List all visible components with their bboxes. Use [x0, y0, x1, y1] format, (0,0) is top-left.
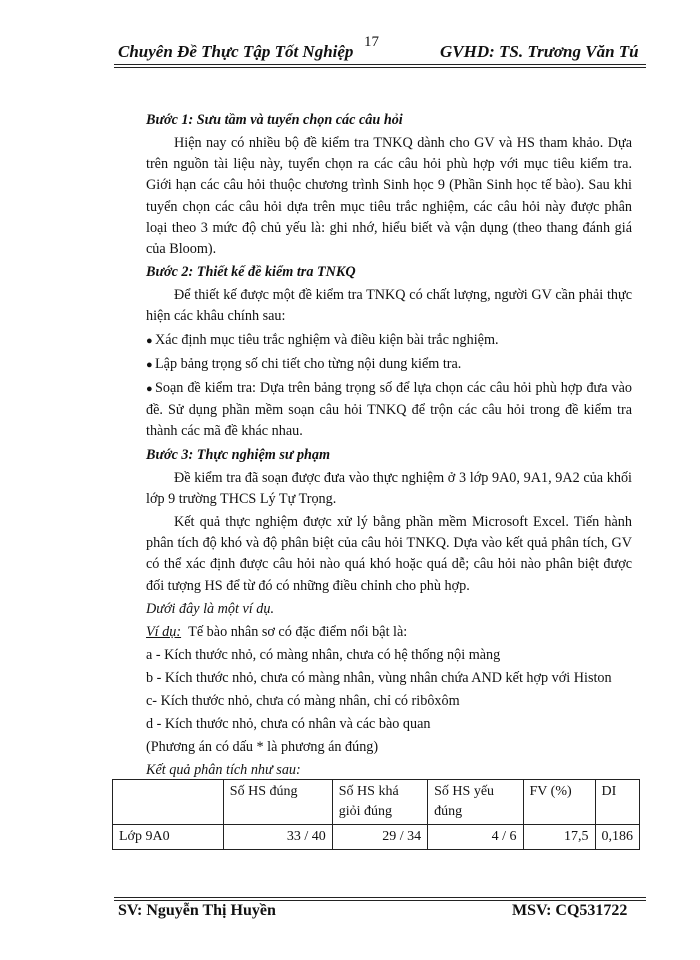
table-cell: 29 / 34: [332, 825, 427, 850]
table-header-cell: [113, 780, 224, 825]
results-table: [112, 779, 640, 850]
step3-heading: Bước 3: Thực nghiệm sư phạm: [146, 446, 331, 463]
answer-option: a - Kích thước nhỏ, có màng nhân, chưa có hệ thống nội màng: [146, 646, 501, 663]
footer-rule: [114, 897, 646, 901]
table-header-cell: Số HS khá giỏi đúng: [332, 780, 427, 825]
step1-heading: Bước 1: Sưu tầm và tuyển chọn các câu hỏi: [146, 112, 403, 128]
answer-option: b - Kích thước nhỏ, chưa có màng nhân, vùng nhân chứa AND kết hợp với Histon: [146, 669, 612, 686]
step3-paragraph-2: Kết quả thực nghiệm được xử lý bằng phần mềm Microsoft Excel. Tiến hành phân tích độ khó và độ phân biệt của câu hỏi TNKQ. Dựa vào kết quả phân tích, GV có thể xác định được câu hỏi nào quá khó hoặc quá dễ; câu hỏi nào phân biệt được đối tượng HS để từ đó có những điều chỉnh cho phù hợp.: [146, 514, 632, 594]
bullet-dot-icon: ●: [146, 358, 153, 371]
example-intro: Dưới đây là một ví dụ.: [146, 600, 275, 617]
answer-option: d - Kích thước nhỏ, chưa có nhân và các bào quan: [146, 715, 431, 732]
footer-student: SV: Nguyễn Thị Huyền: [118, 902, 276, 919]
table-cell: 17,5: [523, 825, 595, 850]
table-header-row: [113, 780, 640, 825]
header-rule: [114, 64, 646, 68]
answer-option: c- Kích thước nhỏ, chưa có màng nhân, chỉ có ribôxôm: [146, 692, 460, 709]
table-cell: 0,186: [595, 825, 640, 850]
bullet-item: ● Xác định mục tiêu trắc nghiệm và điều kiện bài trắc nghiệm.: [146, 330, 632, 352]
table-row: [113, 825, 640, 850]
document-body: [146, 110, 632, 783]
step2-heading: Bước 2: Thiết kế đề kiểm tra TNKQ: [146, 264, 356, 281]
bullet-dot-icon: ●: [146, 334, 153, 347]
step1-paragraph: Hiện nay có nhiều bộ đề kiểm tra TNKQ dành cho GV và HS tham khảo. Dựa trên nguồn tài liệu này, tuyển chọn ra các câu hỏi phù hợp với mục tiêu kiểm tra. Giới hạn các câu hỏi thuộc chương trình Sinh học 9 (Phần Sinh học tế bào). Sau khi tuyển chọn các câu hỏi dựa trên mục tiêu trắc nghiệm, các câu hỏi này được phân loại theo 3 mức độ chủ yếu là: ghi nhớ, hiểu biết và vận dụng (theo thang đánh giá của Bloom).: [146, 135, 632, 258]
table-cell: Lớp 9A0: [113, 825, 224, 850]
header-title: Chuyên Đề Thực Tập Tốt Nghiệp: [118, 42, 354, 61]
bullet-dot-icon: ●: [146, 383, 153, 396]
table-cell: 4 / 6: [428, 825, 523, 850]
table-header-cell: FV (%): [523, 780, 595, 825]
step2-paragraph: Để thiết kế được một đề kiểm tra TNKQ có chất lượng, người GV cần phải thực hiện các khâu chính sau:: [146, 287, 632, 325]
table-header-cell: Số HS đúng: [223, 780, 332, 825]
result-intro: Kết quả phân tích như sau:: [146, 761, 301, 778]
table-header-cell: Số HS yếu đúng: [428, 780, 523, 825]
header-advisor: GVHD: TS. Trương Văn Tú: [440, 42, 639, 61]
footer-student-id: MSV: CQ531722: [512, 902, 628, 919]
answer-note: (Phương án có dấu * là phương án đúng): [146, 738, 379, 755]
bullet-item: ● Lập bảng trọng số chi tiết cho từng nội dung kiểm tra.: [146, 354, 632, 376]
table-header-cell: DI: [595, 780, 640, 825]
step3-paragraph-1: Đề kiểm tra đã soạn được đưa vào thực nghiệm ở 3 lớp 9A0, 9A1, 9A2 của khối lớp 9 trường THCS Lý Tự Trọng.: [146, 469, 632, 507]
table-cell: 33 / 40: [223, 825, 332, 850]
example-label: Ví dụ:: [146, 623, 182, 640]
example-question: Ví dụ: Tế bào nhân sơ có đặc điểm nổi bật là:: [146, 623, 408, 640]
bullet-item: ● Soạn đề kiểm tra: Dựa trên bảng trọng số để lựa chọn các câu hỏi phù hợp đưa vào đề. Sử dụng phần mềm soạn câu hỏi TNKQ để trộn các câu hỏi trong đề kiểm tra thành các mã đề khác nhau.: [146, 380, 632, 440]
page-number: 17: [364, 34, 379, 50]
